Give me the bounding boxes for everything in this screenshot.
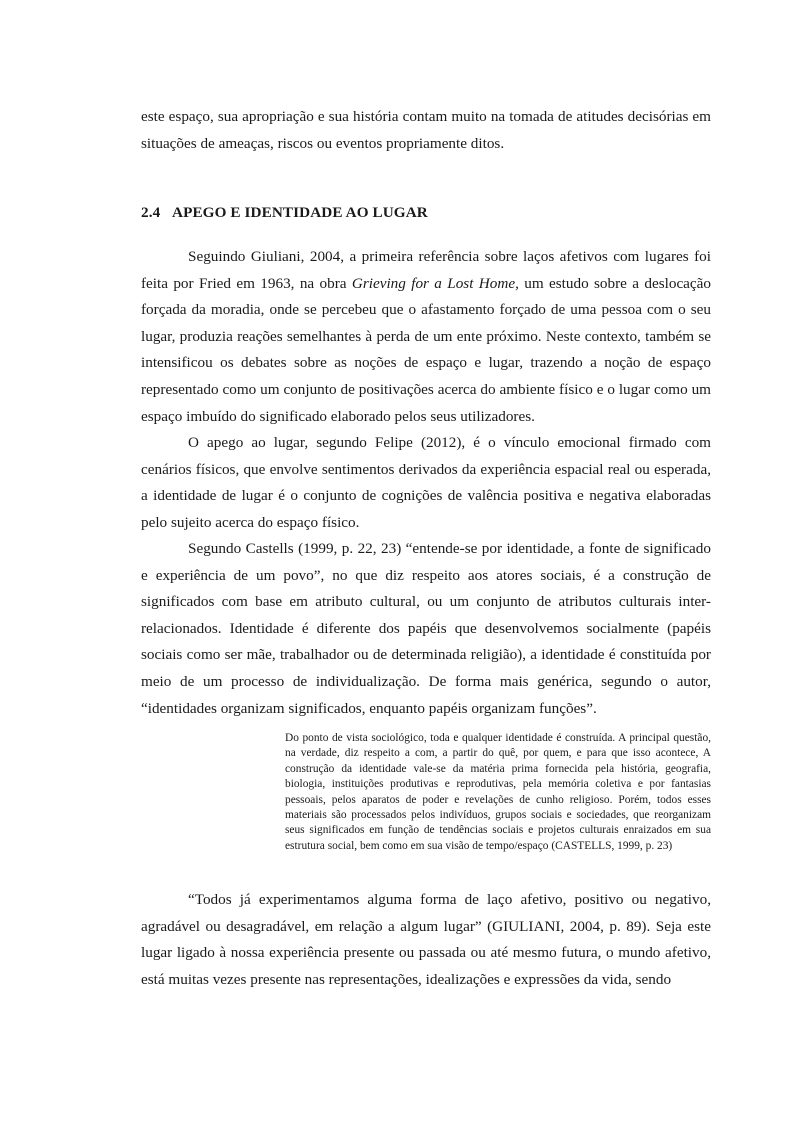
paragraph-felipe: O apego ao lugar, segundo Felipe (2012), é o vínculo emocional firmado com cenários físicos, que envolve sentimentos derivados da experiência espacial real ou esperada, a identidade de lugar é o conjunto de cognições de valência positiva e negativa elaboradas pelo sujeito acerca do espaço físico.	[141, 434, 711, 531]
paragraph-continuation: este espaço, sua apropriação e sua história contam muito na tomada de atitudes decisórias em situações de ameaças, riscos ou eventos propriamente ditos.	[141, 108, 711, 152]
block-quote: Do ponto de vista sociológico, toda e qualquer identidade é construída. A principal questão, na verdade, diz respeito a com, a partir do quê, por quem, e para que isso acontece, A construção da identidade vale-se da matéria prima fornecida pela história, geografia, biologia, instituições produtivas e reprodutivas, pela memória coletiva e por fantasias pessoais, pelos aparatos de poder e revelações de cunho religioso. Porém, todos esses materiais são processados pelos indivíduos, grupos sociais e sociedades, que reorganizam seus significados em função de tendências sociais e projetos culturais enraizados em sua estrutura social, bem como em sua visão de tempo/espaço (CASTELLS, 1999, p. 23)	[285, 732, 711, 852]
paragraph-todos: “Todos já experimentamos alguma forma de laço afetivo, positivo ou negativo, agradável ou desagradável, em relação a algum lugar” (GIULIANI, 2004, p. 89). Seja este lugar ligado à nossa experiência presente ou passada ou até mesmo futura, o mundo afetivo, está muitas vezes presente nas representações, idealizações e expressões da vida, sendo	[141, 891, 711, 988]
paragraph-giuliani-text-b: , um estudo sobre a deslocação forçada da moradia, onde se percebeu que o afastamento forçado de uma pessoa com o seu lugar, produzia reações semelhantes à perda de um ente próximo. Neste contexto, também se intensificou os debates sobre as noções de espaço e lugar, trazendo a noção de espaço representado como um conjunto de positivações acerca do ambiente físico e o lugar como um espaço imbuído do significado elaborado pelos seus utilizadores.	[141, 274, 711, 425]
section-number: 2.4	[141, 204, 161, 221]
paragraph-giuliani	[141, 244, 711, 430]
section-heading	[141, 202, 428, 224]
paragraph-castells: Segundo Castells (1999, p. 22, 23) “entende-se por identidade, a fonte de significado e experiência de um povo”, no que diz respeito aos atores sociais, é a construção de significados com base em atributo cultural, ou um conjunto de atributos culturais inter-relacionados. Identidade é diferente dos papéis que desenvolvemos socialmente (papéis sociais como ser mãe, trabalhador ou de determinada religião), a identidade é constituída por meio de um processo de individualização. De forma mais genérica, segundo o autor, “identidades organizam significados, enquanto papéis organizam funções”.	[141, 540, 711, 717]
work-title-italic: Grieving for a Lost Home	[351, 274, 516, 292]
paragraph-giuliani-text-a: Seguindo Giuliani, 2004, a primeira referência sobre laços afetivos com lugares foi feita por Fried em 1963, na obra	[141, 248, 711, 292]
section-title: APEGO E IDENTIDADE AO LUGAR	[172, 204, 428, 221]
